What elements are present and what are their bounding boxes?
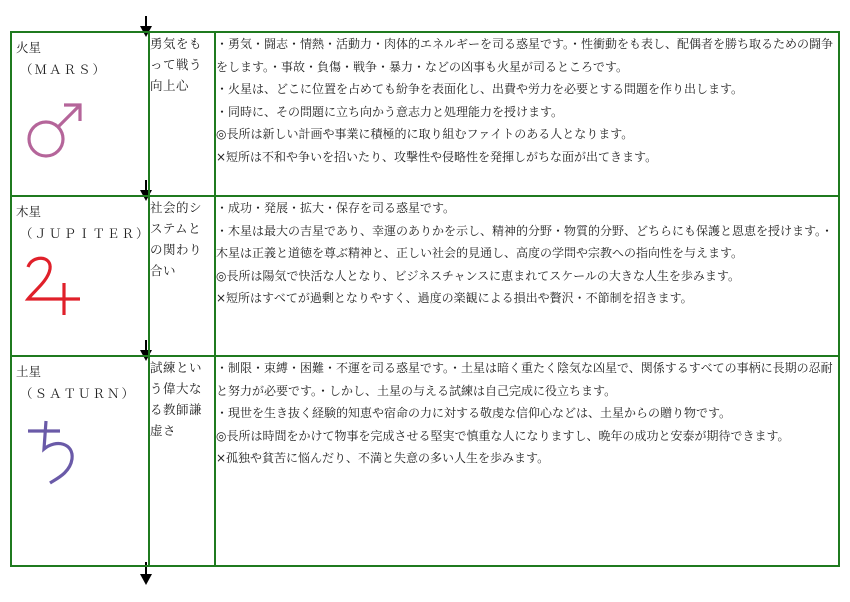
mars-symbol-icon bbox=[22, 97, 92, 163]
description-line: ・制限・束縛・困難・不運を司る惑星です。・土星は暗く重たく陰気な凶星で、関係するすべての事柄に長期の忍耐と努力が必要です。・しかし、土星の与える試練は自己完成に役立ちます。 bbox=[216, 361, 833, 398]
planet-keywords: 試練という偉大なる教師謙虚さ bbox=[149, 356, 215, 566]
planet-name: 土星 bbox=[16, 364, 42, 379]
description-line: ×短所はすべてが過剰となりやすく、過度の楽観による損出や贅沢・不節制を招きます。 bbox=[216, 291, 693, 305]
planet-keywords: 社会的システムとの関わり合い bbox=[149, 196, 215, 356]
description-line: ◎長所は陽気で快活な人となり、ビジネスチャンスに恵まれてスケールの大きな人生を歩みます。 bbox=[216, 268, 740, 283]
planet-name-cell bbox=[11, 196, 149, 356]
description-line: ・勇気・闘志・情熱・活動力・肉体的エネルギーを司る惑星です。・性衝動をも表し、配偶者を勝ち取るための闘争をします。・事故・負傷・戦争・暴力・などの凶事も火星が司るところです。 bbox=[216, 37, 834, 74]
planet-keywords: 勇気をもって戦う向上心 bbox=[149, 32, 215, 196]
table-row bbox=[11, 196, 839, 356]
timeline-arrowhead-4 bbox=[140, 574, 152, 585]
description-line: ◎長所は時間をかけて物事を完成させる堅実で慎重な人になりますし、晩年の成功と安泰が期待できます。 bbox=[216, 428, 790, 443]
planet-name: 火星 bbox=[16, 40, 42, 55]
planet-english-name: （ＭＡＲＳ） bbox=[20, 62, 108, 77]
planet-name-cell bbox=[11, 356, 149, 566]
planet-english-name: （ＪＵＰＩＴＥＲ） bbox=[20, 226, 151, 241]
table-row bbox=[11, 356, 839, 566]
description-line: ×孤独や貧苦に悩んだり、不満と失意の多い人生を歩みます。 bbox=[216, 451, 550, 465]
description-line: ・火星は、どこに位置を占めても紛争を表面化し、出費や労力を必要とする問題を作り出します。 bbox=[216, 82, 744, 96]
description-line: ・現世を生き抜く経験的知恵や宿命の力に対する敬虔な信仰心などは、土星からの贈り物です。 bbox=[216, 406, 732, 420]
jupiter-symbol-icon bbox=[22, 253, 92, 319]
planet-description bbox=[215, 356, 839, 566]
description-line: ◎長所は新しい計画や事業に積極的に取り組むファイトのある人となります。 bbox=[216, 127, 634, 141]
table-row bbox=[11, 32, 839, 196]
planet-name-cell bbox=[11, 32, 149, 196]
planet-english-name: （ＳＡＴＵＲＮ） bbox=[20, 386, 137, 401]
planet-description bbox=[215, 32, 839, 196]
description-line: ×短所は不和や争いを招いたり、攻撃性や侵略性を発揮しがちな面が出てきます。 bbox=[216, 149, 658, 164]
saturn-symbol-icon bbox=[22, 419, 92, 487]
planet-name: 木星 bbox=[16, 204, 42, 219]
planet-description bbox=[215, 196, 839, 356]
description-line: ・同時に、その問題に立ち向かう意志力と処理能力を授けます。 bbox=[216, 104, 564, 119]
planet-table bbox=[10, 31, 840, 567]
description-line: ・木星は最大の吉星であり、幸運のありかを示し、精神的分野・物質的分野、どちらにも保護と恩恵を授けます。・木星は正義と道徳を尊ぶ精神と、正しい社会的見通し、高度の学問や宗教への指向性を与えます。 bbox=[216, 223, 834, 260]
description-line: ・成功・発展・拡大・保存を司る惑星です。 bbox=[216, 201, 456, 215]
